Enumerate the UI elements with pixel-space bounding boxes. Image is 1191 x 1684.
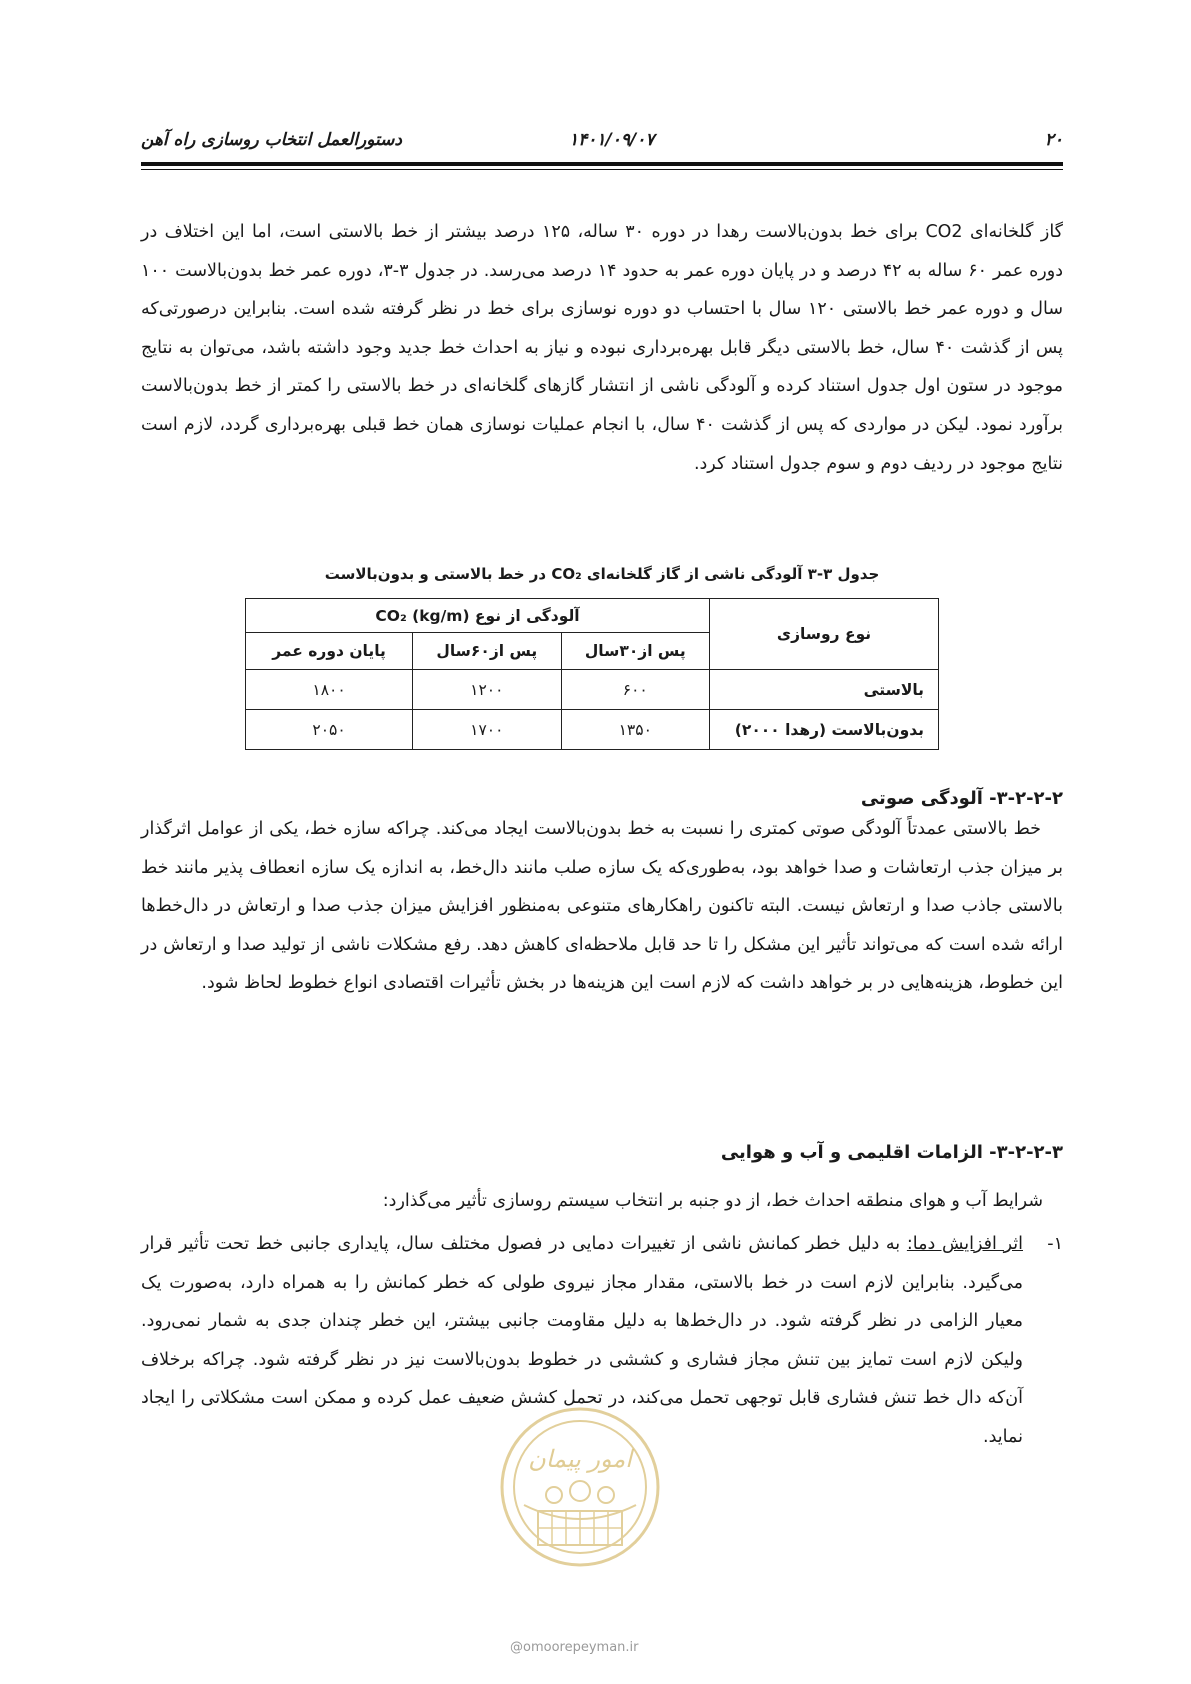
list-item-label: اثر افزایش دما: xyxy=(906,1234,1023,1254)
section-heading-climate: ۳-۲-۲-۳- الزامات اقلیمی و آب و هوایی xyxy=(720,1142,1063,1163)
watermark-site: @omoorepeyman.ir xyxy=(510,1640,639,1655)
table-cell: ۱۷۰۰ xyxy=(413,710,561,750)
table-cell: ۱۲۰۰ xyxy=(413,670,561,710)
row-type: بالاستی xyxy=(710,670,939,710)
table-cell: ۶۰۰ xyxy=(561,670,709,710)
co2-pollution-table xyxy=(245,598,939,750)
list-item-text: به دلیل خطر کمانش ناشی از تغییرات دمایی در فصول مختلف سال، پایداری جانبی خط تحت تأثیر قرار می‌گیرد. بنابراین لازم است در خط بالاستی، مقدار مجاز نیروی طولی که خطر کمانش را به همراه دارد، به‌صورت یک معیار الزامی در نظر گرفته شود. در دال‌خط‌ها به دلیل مقاومت جانبی بیشتر، این خطر چندان جدی به شمار نمی‌رود. ولیکن لازم است تمایز بین تنش مجاز فشاری و کششی در خطوط بدون‌بالاست نیز در نظر گرفته شود. چراکه برخلاف آن‌که دال خط تنش فشاری قابل توجهی تحمل می‌کند، در تحمل کشش ضعیف عمل کرده و ممکن است مشکلاتی را ایجاد نماید. xyxy=(141,1234,1023,1447)
table-cell: ۲۰۵۰ xyxy=(246,710,413,750)
type-header: نوع روسازی xyxy=(710,599,939,670)
page-number: ۲۰ xyxy=(1044,130,1063,150)
watermark-seal xyxy=(498,1405,662,1569)
table-cell: ۱۳۵۰ xyxy=(561,710,709,750)
column-header: پس از۳۰سال xyxy=(561,633,709,670)
table-header-row xyxy=(246,599,939,633)
intro-paragraph: گاز گلخانه‌ای CO2 برای خط بدون‌بالاست رهدا در دوره ۳۰ ساله، ۱۲۵ درصد بیشتر از خط بالاستی است، اما این اختلاف در دوره عمر ۶۰ ساله به ۴۲ درصد و در پایان دوره عمر به حدود ۱۴ درصد می‌رسد. در جدول ۳-۳، دوره عمر خط بدون‌بالاست ۱۰۰ سال و دوره عمر خط بالاستی ۱۲۰ سال با احتساب دو دوره نوسازی برای خط در نظر گرفته شده است. بنابراین درصورتی‌که پس از گذشت ۴۰ سال، خط بالاستی دیگر قابل بهره‌برداری نبوده و نیاز به احداث خط جدید وجود داشته باشد، می‌توان به نتایج موجود در ستون اول جدول استناد کرده و آلودگی ناشی از انتشار گازهای گلخانه‌ای در خط بالاستی را کمتر از خط بدون‌بالاست برآورد نمود. لیکن در مواردی که پس از گذشت ۴۰ سال، با انجام عملیات نوسازی همان خط قبلی بهره‌برداری گردد، لازم است نتایج موجود در ردیف دوم و سوم جدول استناد کرد. xyxy=(141,222,1064,474)
header-rule-thick xyxy=(141,162,1063,166)
noise-paragraph: خط بالاستی عمدتاً آلودگی صوتی کمتری را نسبت به خط بدون‌بالاست ایجاد می‌کند. چراکه سازه خط، یکی از عوامل اثرگذار بر میزان جذب ارتعاشات و صدا خواهد بود، به‌طوری‌که یک سازه صلب مانند دال‌خط، به اندازه یک سازه انعطاف پذیر مانند خط بالاستی جاذب صدا و ارتعاش نیست. البته تاکنون راهکارهای متنوعی به‌منظور افزایش میزان جذب صدا و ارتعاش در دال‌خط‌ها ارائه شده است که می‌تواند تأثیر این مشکل را تا حد قابل ملاحظه‌ای کاهش دهد. رفع مشکلات ناشی از تولید صدا و ارتعاش در این خطوط، هزینه‌هایی در بر خواهد داشت که لازم است این هزینه‌ها در بخش تأثیرات اقتصادی انواع خطوط لحاظ شود. xyxy=(141,819,1063,994)
table-cell: ۱۸۰۰ xyxy=(246,670,413,710)
group-header: آلودگی از نوع CO₂ (kg/m) xyxy=(246,599,710,633)
header-date: ۱۴۰۱/۰۹/۰۷ xyxy=(569,130,655,150)
list-number: ۱- xyxy=(1047,1234,1063,1254)
stamp-text: امور پیمان xyxy=(528,1445,632,1473)
table-row xyxy=(246,710,939,750)
section-heading-noise: ۳-۲-۲-۲- آلودگی صوتی xyxy=(860,788,1063,809)
column-header: پس از۶۰سال xyxy=(413,633,561,670)
table-caption: جدول ۳-۳ آلودگی ناشی از گاز گلخانه‌ای CO₂ در خط بالاستی و بدون‌بالاست xyxy=(324,565,880,583)
header-rule-thin xyxy=(141,169,1063,170)
row-type: بدون‌بالاست (رهدا ۲۰۰۰) xyxy=(710,710,939,750)
page-header xyxy=(141,126,1063,158)
climate-intro: شرایط آب و هوای منطقه احداث خط، از دو جنبه بر انتخاب سیستم روسازی تأثیر می‌گذارد: xyxy=(382,1191,1043,1211)
column-header: پایان دوره عمر xyxy=(246,633,413,670)
table-row xyxy=(246,670,939,710)
header-title: دستورالعمل انتخاب روسازی راه آهن xyxy=(141,130,402,150)
